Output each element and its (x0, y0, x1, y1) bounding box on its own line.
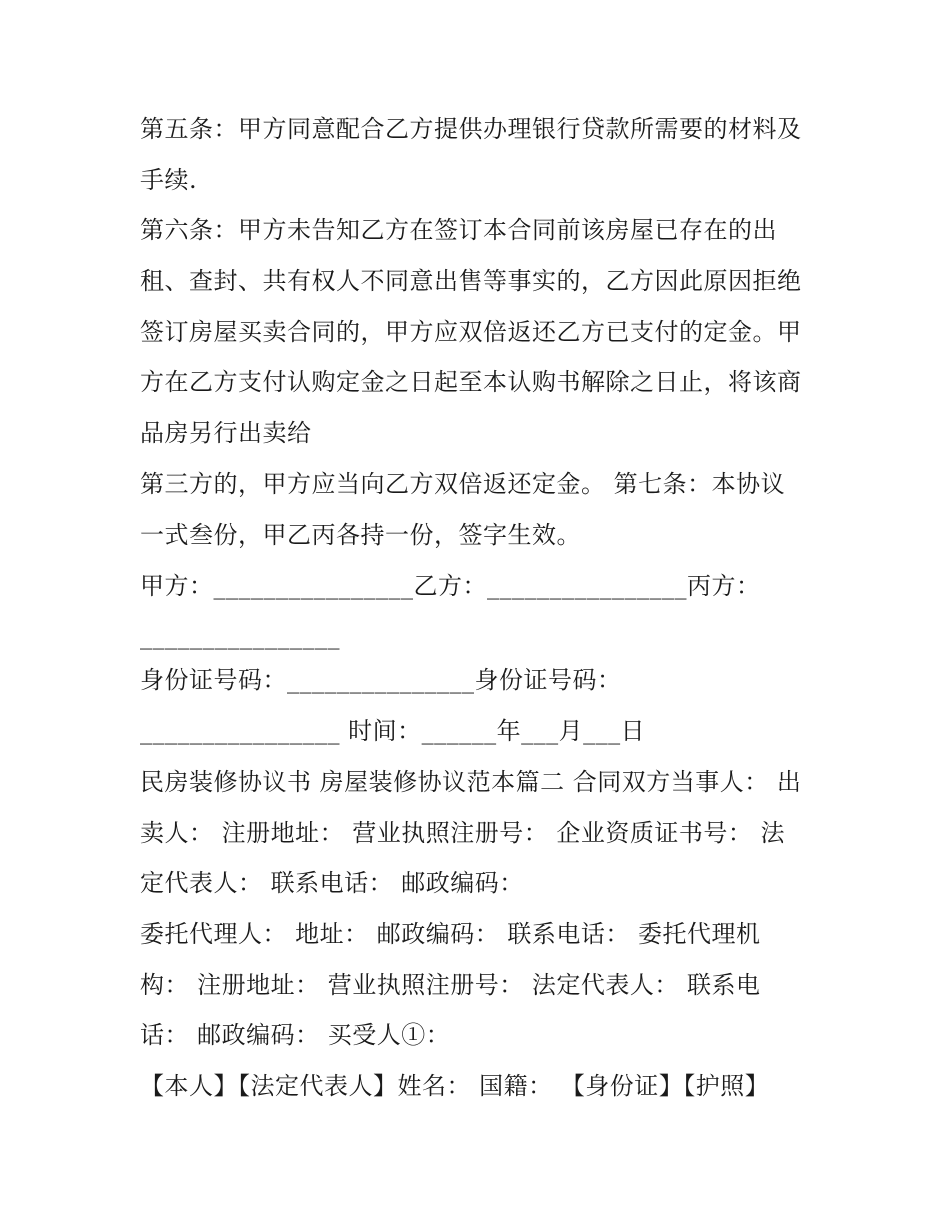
article-6-line-2: 租、查封、共有权人不同意出售等事实的，乙方因此原因拒绝 (140, 267, 802, 295)
date-line: ________________ 时间：______年___月___日 (140, 717, 646, 745)
signature-party-c-blank: ________________ (140, 622, 340, 650)
article-6-line-4: 方在乙方支付认购定金之日起至本认购书解除之日止，将该商 (140, 368, 802, 396)
article-6-line-1: 第六条：甲方未告知乙方在签订本合同前该房屋已存在的出 (140, 216, 777, 244)
article-5-line-1: 第五条：甲方同意配合乙方提供办理银行贷款所需要的材料及 (140, 115, 802, 143)
buyer-identity-line: 【本人】【法定代表人】姓名： 国籍： 【身份证】【护照】 (140, 1072, 770, 1100)
agent-line-2: 构： 注册地址： 营业执照注册号： 法定代表人： 联系电 (140, 971, 761, 999)
id-number-line: 身份证号码：_______________身份证号码： (140, 666, 622, 694)
agent-line-3: 话： 邮政编码： 买受人①： (140, 1021, 451, 1049)
article-6-line-3: 签订房屋买卖合同的，甲方应双倍返还乙方已支付的定金。甲 (140, 318, 802, 346)
article-5-line-2: 手续. (140, 166, 198, 194)
agent-line-1: 委托代理人： 地址： 邮政编码： 联系电话： 委托代理机 (140, 920, 761, 948)
signature-parties-line: 甲方：________________乙方：________________丙方： (140, 572, 761, 600)
article-7-line-2: 一式叁份，甲乙丙各持一份，签字生效。 (140, 521, 581, 549)
contract-2-intro-line-1: 民房装修协议书 房屋装修协议范本篇二 合同双方当事人： 出 (140, 768, 802, 796)
article-6-line-5: 品房另行出卖给 (140, 419, 312, 447)
contract-2-intro-line-2: 卖人： 注册地址： 营业执照注册号： 企业资质证书号： 法 (140, 819, 786, 847)
article-7-line-1: 第三方的，甲方应当向乙方双倍返还定金。 第七条：本协议 (140, 470, 786, 498)
contract-2-intro-line-3: 定代表人： 联系电话： 邮政编码： (140, 869, 524, 897)
